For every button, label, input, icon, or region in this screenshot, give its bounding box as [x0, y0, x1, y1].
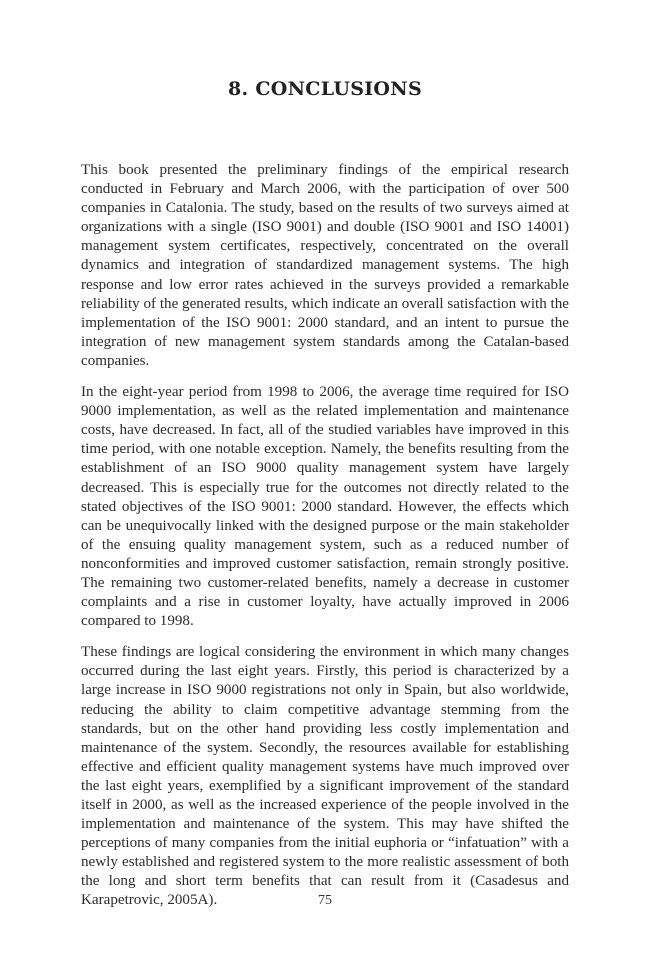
page-number: 75: [318, 893, 332, 908]
paragraph-environment-changes: These findings are logical considering the environment in which many changes occurred during the last eight years. Firstly, this period is characterized by a large increase in ISO 9000 registrations not only in Spain, but also worldwide, reducing the ability to claim competitive advantage stemming from the standards, but on the other hand providing less costly implementation and maintenance of the system. Secondly, the resources available for establishing effective and efficient quality management systems have much improved over the last eight years, exemplified by a significant improvement of the standard itself in 2000, as well as the increased experience of the people involved in the implementation and maintenance of the system. This may have shifted the perceptions of many companies from the initial euphoria or “infatuation” with a newly established and registered system to the more realistic assessment of both the long and short term benefits that can result from it (Casadesus and Karapetrovic, 2005A).: [81, 644, 569, 909]
paragraph-intro-findings: This book presented the preliminary findings of the empirical research conducted in February and March 2006, with the participation of over 500 companies in Catalonia. The study, based on the results of two surveys aimed at organizations with a single (ISO 9001) and double (ISO 9001 and ISO 14001) management system certificates, respectively, concentrated on the overall dynamics and integration of standardized management systems. The high response and low error rates achieved in the surveys provided a remarkable reliability of the generated results, which indicate an overall satisfaction with the implementation of the ISO 9001: 2000 standard, and an intent to pursue the integration of new management system standards among the Catalan-based companies.: [81, 162, 569, 369]
chapter-body: [81, 161, 569, 923]
chapter-title: 8. CONCLUSIONS: [228, 78, 422, 100]
paragraph-eight-year-period: In the eight-year period from 1998 to 2006, the average time required for ISO 9000 implementation, as well as the related implementation and maintenance costs, have decreased. In fact, all of the studied variables have improved in this time period, with one notable exception. Namely, the benefits resulting from the establishment of an ISO 9000 quality management system have largely decreased. This is especially true for the outcomes not directly related to the stated objectives of the ISO 9001: 2000 standard. However, the effects which can be unequivocally linked with the designed purpose or the main stakeholder of the ensuing quality management system, such as a reduced number of nonconformities and improved customer satisfaction, remain strongly positive. The remaining two customer-related benefits, namely a decrease in customer complaints and a rise in customer loyalty, have actually improved in 2006 compared to 1998.: [81, 384, 569, 630]
